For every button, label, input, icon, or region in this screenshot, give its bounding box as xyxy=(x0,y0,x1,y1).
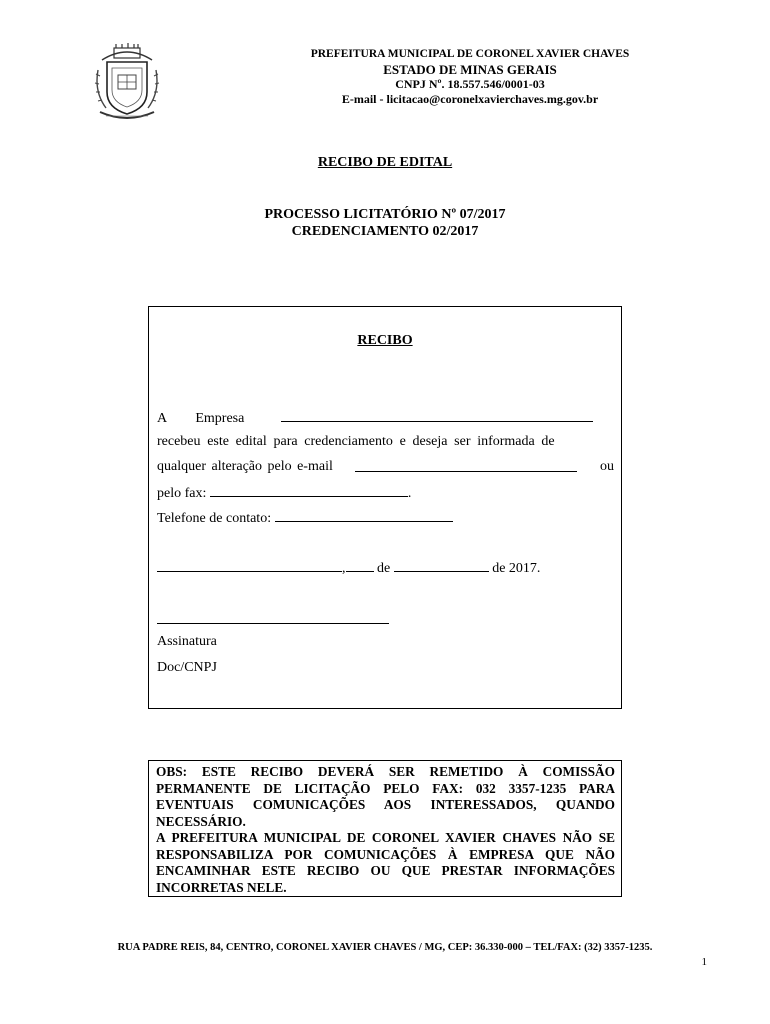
page-number: 1 xyxy=(701,956,707,968)
footer-address: RUA PADRE REIS, 84, CENTRO, CORONEL XAVIER CHAVES / MG, CEP: 36.330-000 – TEL/FAX: (32) 3357-1235. xyxy=(117,942,653,953)
email-blank-field[interactable] xyxy=(355,458,577,472)
received-text: recebeu este edital para credenciamento e deseja ser informada de xyxy=(157,434,555,449)
email-suffix: ou xyxy=(599,459,614,474)
document-title: RECIBO DE EDITAL xyxy=(317,155,453,170)
letterhead xyxy=(270,47,670,107)
empresa-blank-field[interactable] xyxy=(281,408,593,422)
doc-cnpj-label: Doc/CNPJ xyxy=(157,660,217,675)
observation-box xyxy=(148,760,622,897)
fax-label: pelo fax: xyxy=(157,486,207,501)
letterhead-email: E-mail - licitacao@coronelxavierchaves.mg.gov.br xyxy=(341,92,599,106)
process-number: PROCESSO LICITATÓRIO Nº 07/2017 xyxy=(264,207,506,222)
phone-blank-field[interactable] xyxy=(275,508,453,522)
date-de: de xyxy=(377,561,391,576)
fax-blank-field[interactable] xyxy=(210,483,408,497)
signature-label: Assinatura xyxy=(157,634,217,649)
email-label: qualquer alteração pelo e-mail xyxy=(157,459,333,474)
letterhead-state: ESTADO DE MINAS GERAIS xyxy=(383,62,557,77)
signature-line xyxy=(157,610,389,630)
receipt-title: RECIBO xyxy=(357,333,413,348)
email-line xyxy=(157,458,614,476)
date-comma: , xyxy=(342,561,346,576)
received-line xyxy=(157,433,614,451)
fax-period: . xyxy=(407,486,412,501)
date-line xyxy=(157,558,540,578)
letterhead-municipality: PREFEITURA MUNICIPAL DE CORONEL XAVIER CHAVES xyxy=(310,48,630,60)
empresa-line xyxy=(157,408,593,428)
day-blank-field[interactable] xyxy=(346,558,374,572)
month-blank-field[interactable] xyxy=(394,558,489,572)
observation-paragraph-1: OBS: ESTE RECIBO DEVERÁ SER REMETIDO À COMISSÃO PERMANENTE DE LICITAÇÃO PELO FAX: 032 3357-1235 PARA EVENTUAIS COMUNICAÇÕES AOS INTERESSADOS, QUANDO NECESSÁRIO. xyxy=(156,764,615,829)
receipt-form xyxy=(148,306,622,709)
phone-line xyxy=(157,508,453,528)
letterhead-cnpj: CNPJ Nº. 18.557.546/0001-03 xyxy=(395,77,545,91)
observation-paragraph-2: A PREFEITURA MUNICIPAL DE CORONEL XAVIER CHAVES NÃO SE RESPONSABILIZA POR COMUNICAÇÕES À EMPRESA QUE NÃO ENCAMINHAR ESTE RECIBO OU QUE PRESTAR INFORMAÇÕES INCORRETAS NELE. xyxy=(156,830,615,895)
date-year: de 2017. xyxy=(492,561,541,576)
fax-line xyxy=(157,483,411,503)
empresa-label: Empresa xyxy=(195,411,245,426)
signature-blank-field[interactable] xyxy=(157,610,389,624)
city-blank-field[interactable] xyxy=(157,558,342,572)
phone-label: Telefone de contato: xyxy=(157,511,272,526)
process-heading xyxy=(0,206,770,240)
municipal-coat-of-arms-icon xyxy=(92,42,162,124)
empresa-article: A xyxy=(157,411,167,426)
credenciamento-number: CREDENCIAMENTO 02/2017 xyxy=(291,224,479,239)
